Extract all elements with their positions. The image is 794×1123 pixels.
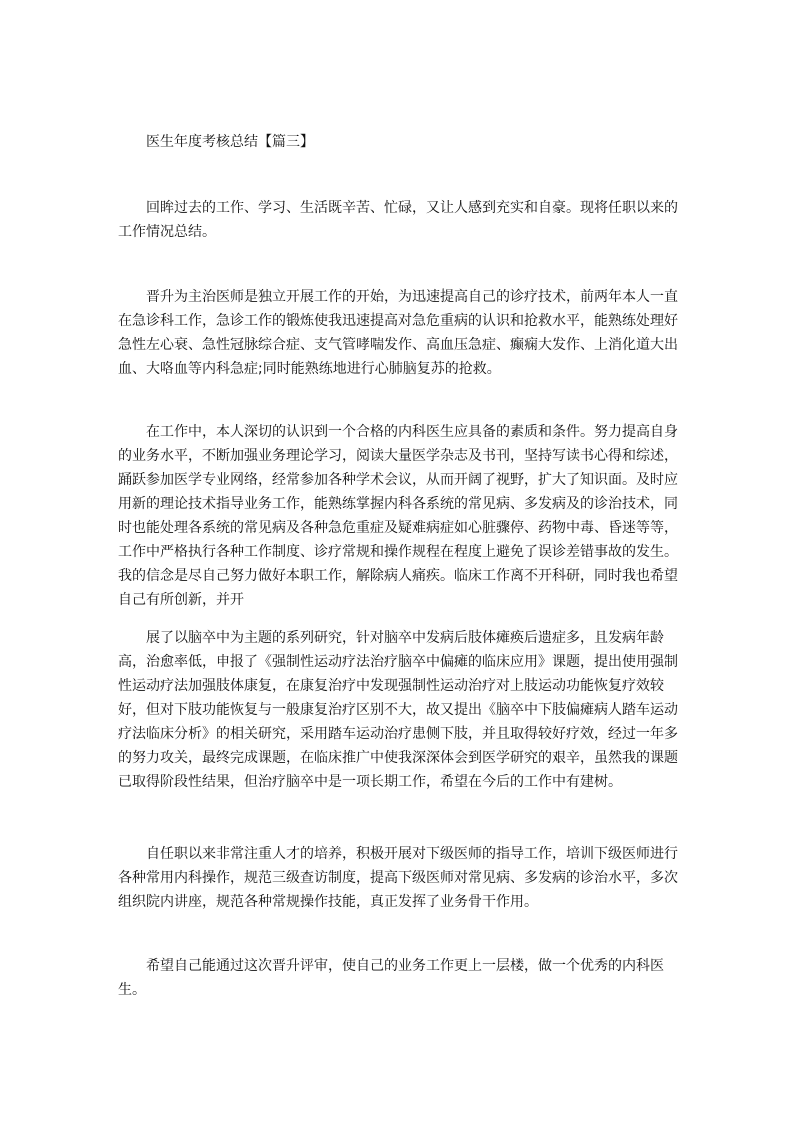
document-title: 医生年度考核总结【篇三】 [146,134,314,150]
paragraph-emergency-work: 晋升为主治医师是独立开展工作的开始，为迅速提高自己的诊疗技术，前两年本人一直在急诊科工作，急诊工作的锻炼使我迅速提高对急危重病的认识和抢救水平，能熟练处理好急性左心衰、急性冠脉综合症、支气管哮喘发作、高血压急症、癫痫大发作、上消化道大出血、大咯血等内科急症;同时能熟练地进行心肺脑复苏的抢救。 [118,289,678,377]
paragraph-stroke-research: 展了以脑卒中为主题的系列研究，针对脑卒中发病后肢体瘫痪后遗症多，且发病年龄高，治愈率低，申报了《强制性运动疗法治疗脑卒中偏瘫的临床应用》课题，提出使用强制性运动疗法加强肢体康复，在康复治疗中发现强制性运动治疗对上肢运动功能恢复疗效较好，但对下肢功能恢复与一般康复治疗区别不大，故又提出《脑卒中下肢偏瘫病人踏车运动疗法临床分析》的相关研究，采用踏车运动治疗患侧下肢，并且取得较好疗效，经过一年多的努力攻关，最终完成课题，在临床推广中使我深深体会到医学研究的艰辛，虽然我的课题已取得阶段性结果，但治疗脑卒中是一项长期工作，希望在今后的工作中有建树。 [118,630,678,790]
paragraph-professional-growth: 在工作中，本人深切的认识到一个合格的内科医生应具备的素质和条件。努力提高自身的业务水平，不断加强业务理论学习，阅读大量医学杂志及书刊，坚持写读书心得和综述，踊跃参加医学专业网络，经常参加各种学术会议，从而开阔了视野，扩大了知识面。及时应用新的理论技术指导业务工作，能熟练掌握内科各系统的常见病、多发病及的诊治技术，同时也能处理各系统的常见病及各种急危重症及疑难病症如心脏骤停、药物中毒、昏迷等等，工作中严格执行各种工作制度、诊疗常规和操作规程在程度上避免了误诊差错事故的发生。我的信念是尽自己努力做好本职工作，解除病人痛疾。临床工作离不开科研，同时我也希望自己有所创新，并开 [118,424,678,608]
paragraph-conclusion: 希望自己能通过这次晋升评审，使自己的业务工作更上一层楼，做一个优秀的内科医生。 [118,958,664,998]
paragraph-review: 回眸过去的工作、学习、生活既辛苦、忙碌，又让人感到充实和自豪。现将任职以来的工作情况总结。 [118,200,678,240]
paragraph-training: 自任职以来非常注重人才的培养，积极开展对下级医师的指导工作，培训下级医师进行各种常用内科操作，规范三级查访制度，提高下级医师对常见病、多发病的诊治水平，多次组织院内讲座，规范各种常规操作技能，真正发挥了业务骨干作用。 [118,846,678,910]
